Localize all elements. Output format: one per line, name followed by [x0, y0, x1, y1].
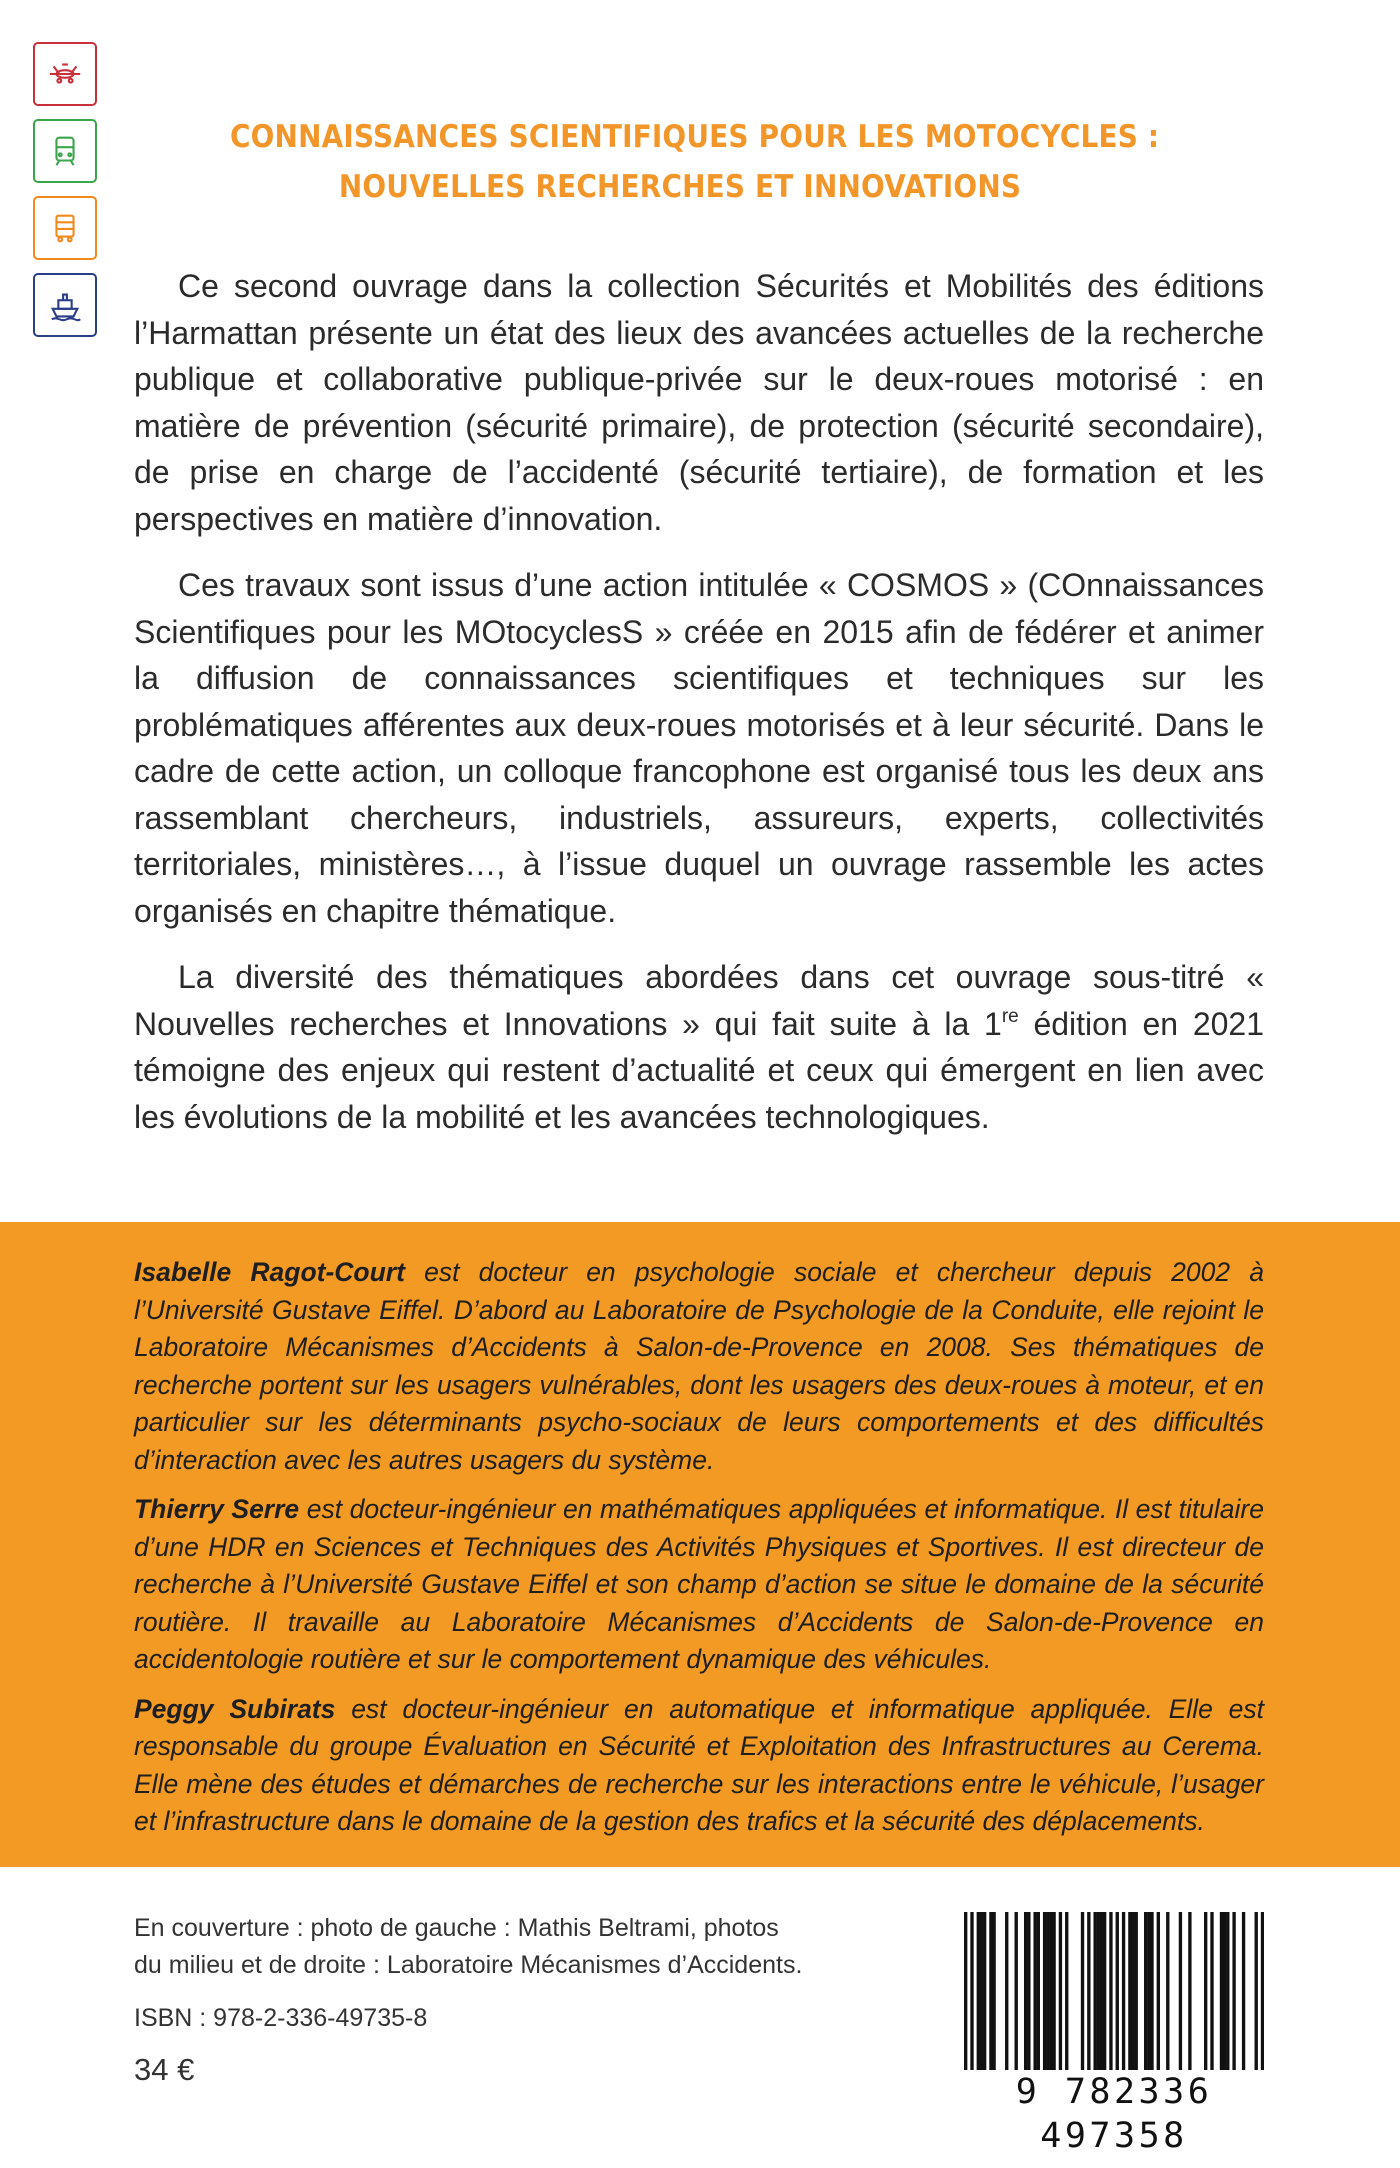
- barcode-bar: [1210, 1912, 1213, 2072]
- barcode-bar: [1179, 1912, 1182, 2072]
- book-title: [230, 112, 1160, 212]
- barcode-bar: [1204, 1912, 1207, 2072]
- barcode-bar: [1147, 1912, 1150, 2072]
- barcode-bar: [1093, 1912, 1096, 2072]
- cover-credit-line-2: du milieu et de droite : Laboratoire Mécanismes d’Accidents.: [134, 1951, 803, 1979]
- barcode-bar: [1220, 1912, 1223, 2072]
- barcode-bar: [1081, 1912, 1084, 2072]
- ship-icon-box: [33, 273, 97, 337]
- barcode-bar: [1150, 1912, 1153, 2072]
- barcode-bar: [1122, 1912, 1125, 2072]
- isbn: ISBN : 978-2-336-49735-8: [134, 2004, 428, 2032]
- ship-icon: [46, 286, 84, 324]
- summary-p3-start: La diversité des thématiques abordées dans cet ouvrage sous-titré « Nouvelles recherches et Innovations » qui fait suite à la 1: [134, 959, 1264, 1042]
- barcode-bar: [980, 1912, 983, 2072]
- barcode-number: 9 782336 497358: [964, 2070, 1264, 2158]
- barcode-bar: [992, 1912, 995, 2072]
- barcode-bar: [1052, 1912, 1055, 2072]
- barcode-bar: [1087, 1912, 1090, 2072]
- barcode: [964, 1912, 1264, 2156]
- title-line-2: NOUVELLES RECHERCHES ET INNOVATIONS: [338, 169, 1022, 205]
- barcode-bar: [983, 1912, 986, 2072]
- cover-credit-line-1: En couverture : photo de gauche : Mathis Beltrami, photos: [134, 1914, 779, 1942]
- truck-icon-box: [33, 196, 97, 260]
- barcode-bar: [1223, 1912, 1226, 2072]
- barcode-bar: [1188, 1912, 1191, 2072]
- barcode-bar: [1037, 1912, 1040, 2072]
- summary-paragraph-1: Ce second ouvrage dans la collection Sécurités et Mobilités des éditions l’Harmattan présente un état des lieux des avancées actuelles de la recherche publique et collaborative publique-privée sur le deux-roues motorisé : en matière de prévention (sécurité primaire), de protection (sécurité secondaire), de prise en charge de l’accidenté (sécurité tertiaire), de formation et les perspectives en matière d’innovation.: [134, 268, 1264, 537]
- summary-p3-end: édition en 2021 témoigne des enjeux qui restent d’actualité et ceux qui émergent en lien avec les évolutions de la mobilité et les avancées technologiques.: [134, 1005, 1265, 1135]
- barcode-bar: [977, 1912, 980, 2072]
- barcode-bar: [1024, 1912, 1027, 2072]
- barcode-bar: [1103, 1912, 1106, 2072]
- barcode-bar: [1135, 1912, 1138, 2072]
- train-icon: [46, 132, 84, 170]
- barcode-bar: [989, 1912, 992, 2072]
- barcode-bar: [1157, 1912, 1160, 2072]
- author-name-1: Isabelle Ragot-Court: [134, 1257, 405, 1287]
- barcode-bar: [1049, 1912, 1052, 2072]
- ordinal-superscript: re: [1001, 1005, 1019, 1027]
- author-bio-2: [134, 1491, 1264, 1679]
- train-icon-box: [33, 119, 97, 183]
- barcode-bar: [1015, 1912, 1018, 2072]
- barcode-bar: [1005, 1912, 1008, 2072]
- author-name-3: Peggy Subirats: [134, 1693, 336, 1724]
- barcode-bar: [1100, 1912, 1103, 2072]
- author-text-3: est docteur-ingénieur en automatique et informatique appliquée. Elle est responsable du groupe Évaluation en Sécurité et Exploitation des Infrastructures au Cerema. Elle mène des études et démarches de recherche sur les interactions entre le véhicule, l’usager et l’infrastructure dans le domaine de la gestion des trafics et la sécurité des déplacements.: [134, 1693, 1264, 1836]
- author-text-1: est docteur en psychologie sociale et chercheur depuis 2002 à l’Université Gustave Eiffel. D’abord au Laboratoire de Psychologie de la Conduite, elle rejoint le Laboratoire Mécanismes d’Accidents à Salon-de-Provence en 2008. Ses thématiques de recherche portent sur les usagers vulnérables, dont les usagers des deux-roues à moteur, et en particulier sur les déterminants psycho-sociaux de leurs comportements et des difficultés d’interaction avec les autres usagers du système.: [134, 1257, 1264, 1475]
- cover-credit: [134, 1910, 814, 1984]
- barcode-bar: [1027, 1912, 1030, 2072]
- summary-text: [134, 263, 1264, 1160]
- barcode-bar: [1033, 1912, 1036, 2072]
- barcode-bar: [1242, 1912, 1245, 2072]
- price: 34 €: [134, 2052, 195, 2087]
- barcode-bar: [1128, 1912, 1131, 2072]
- author-bio-1: [134, 1254, 1264, 1479]
- barcode-bar: [1166, 1912, 1169, 2072]
- airplane-icon: [46, 55, 84, 93]
- barcode-bar: [1059, 1912, 1062, 2072]
- author-bios: [134, 1254, 1264, 1853]
- barcode-bar: [1043, 1912, 1046, 2072]
- author-name-2: Thierry Serre: [134, 1494, 300, 1524]
- truck-icon: [46, 209, 84, 247]
- summary-paragraph-2: Ces travaux sont issus d’une action intitulée « COSMOS » (COnnaissances Scientifiques pour les MOtocyclesS » créée en 2015 afin de fédérer et animer la diffusion de connaissances scientifiques et techniques sur les problématiques afférentes aux deux-roues motorisés et à leur sécurité. Dans le cadre de cette action, un colloque francophone est organisé tous les deux ans rassemblant chercheurs, industriels, assureurs, experts, collectivités territoriales, ministères…, à l’issue duquel un ouvrage rassemble les actes organisés en chapitre thématique.: [134, 567, 1264, 929]
- barcode-bar: [1065, 1912, 1068, 2072]
- airplane-icon-box: [33, 42, 97, 106]
- barcode-bar: [1131, 1912, 1134, 2072]
- barcode-bar: [1046, 1912, 1049, 2072]
- barcode-bar: [1097, 1912, 1100, 2072]
- barcode-bar: [1226, 1912, 1229, 2072]
- transport-icons: [33, 42, 99, 350]
- barcode-bar: [1232, 1912, 1235, 2072]
- author-text-2: est docteur-ingénieur en mathématiques appliquées et informatique. Il est titulaire d’une HDR en Sciences et Techniques des Activités Physiques et Sportives. Il est directeur de recherche à l’Université Gustave Eiffel et son champ d’action se situe le domaine de la sécurité routière. Il travaille au Laboratoire Mécanismes d’Accidents de Salon-de-Provence en accidentologie routière et sur le comportement dynamique des véhicules.: [134, 1494, 1264, 1674]
- barcode-bar: [1144, 1912, 1147, 2072]
- author-bio-3: [134, 1691, 1264, 1841]
- title-line-1: CONNAISSANCES SCIENTIFIQUES POUR LES MOTOCYCLES :: [230, 119, 1160, 155]
- summary-paragraph-3: [134, 954, 1264, 1140]
